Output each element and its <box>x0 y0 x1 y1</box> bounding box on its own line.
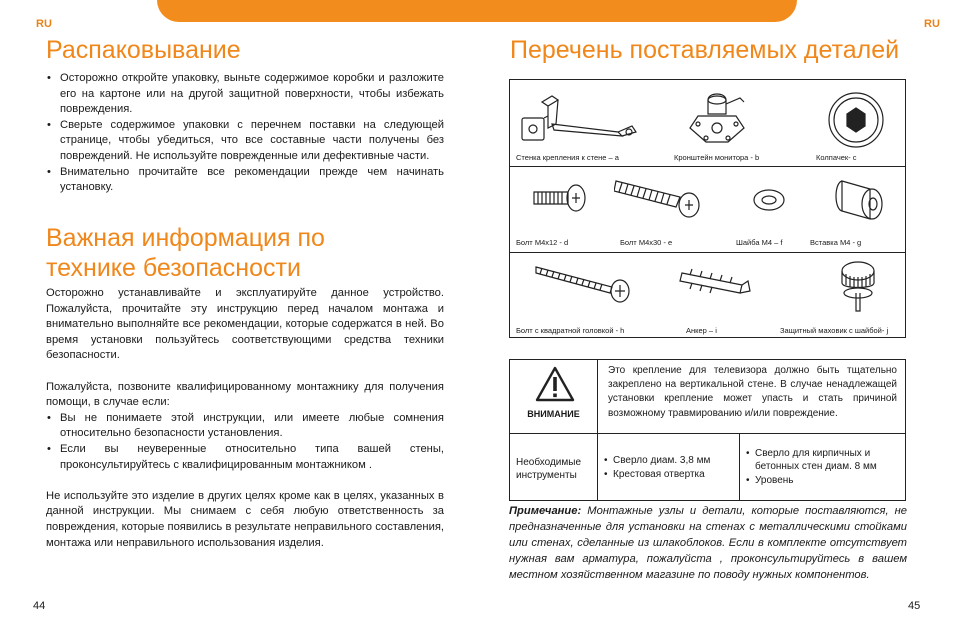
warning-triangle-icon <box>535 366 575 402</box>
list-item: • Внимательно прочитайте все рекомендации прежде чем начинать установку. <box>60 165 444 196</box>
safety-section <box>46 286 444 551</box>
safety-paragraph-1: Осторожно устанавливайте и эксплуатируйте данное устройство. Пожалуйста, прочитайте эту инструкцию перед началом монтажа и внимательно выполняйте все рекомендации, которые содержатся в ней. Во время установки пользуйтесь соответствующими средства техники безопасности. <box>46 287 444 362</box>
list-item: • Если вы неуверенные относительно типа вашей стены, проконсультируйтесь с квалифицированным монтажником . <box>60 442 444 473</box>
list-item: • Вы не понимаете этой инструкции, или имеете любые сомнения относительно безопасности установления. <box>60 411 444 442</box>
unpack-section <box>46 71 444 196</box>
bolt-m4x12-image <box>532 183 588 213</box>
lang-label-left: RU <box>36 18 52 30</box>
part-label: Болт M4x12 - d <box>516 238 569 247</box>
warning-text: Это крепление для телевизора должно быть тщательно закреплено на вертикальной стене. В случае ненадлежащей установки крепление может упасть и стать причиной возможному травмированию и/или повреждение. <box>598 360 905 434</box>
safety-title-line-2: технике безопасности <box>46 254 301 282</box>
note-label: Примечание: <box>509 505 582 517</box>
list-item: • Сверло для кирпичных и бетонных стен диам. 8 мм <box>755 447 899 474</box>
tools-label: Необходимые инструменты <box>510 434 598 500</box>
list-item: • Уровень <box>755 474 899 487</box>
part-label: Вставка M4 - g <box>810 238 862 247</box>
header-tab <box>157 0 797 22</box>
monitor-bracket-image <box>678 88 768 148</box>
washer-image <box>752 187 786 213</box>
safety-list <box>46 411 444 473</box>
parts-row-1 <box>510 80 905 167</box>
list-item: • Осторожно откройте упаковку, выньте содержимое коробки и разложите его на картоне или на другой защитной поверхности, чтобы избежать повреждения. <box>60 71 444 118</box>
list-item: • Крестовая отвертка <box>613 468 739 482</box>
part-label: Кронштейн монитора - b <box>674 153 760 162</box>
part-label: Болт с квадратной головкой - h <box>516 326 625 335</box>
square-bolt-image <box>534 259 634 305</box>
insert-image <box>832 175 886 223</box>
part-label: Шайба M4 – f <box>736 238 783 247</box>
part-label: Анкер – i <box>686 326 717 335</box>
knob-image <box>830 257 886 313</box>
tools-column-1 <box>598 434 740 500</box>
safety-title <box>46 223 325 283</box>
list-item: • Сверло диам. 3,8 мм <box>613 454 739 468</box>
lang-label-right: RU <box>924 18 940 30</box>
page-number-right: 45 <box>908 600 921 612</box>
part-label: Защитный маховик с шайбой- j <box>780 326 889 335</box>
page-number-left: 44 <box>33 600 46 612</box>
safety-paragraph-3: Не используйте это изделие в других целях кроме как в целях, указанных в данной инструкции. Мы снимаем с себя любую ответственность за повреждения, которые появились в результате неправильного составления, монтажа или неправильного использования изделия. <box>46 489 444 549</box>
tools-column-2 <box>740 434 905 500</box>
parts-row-2 <box>510 167 905 253</box>
cap-image <box>826 90 886 150</box>
safety-paragraph-2: Пожалуйста, позвоните квалифицированному монтажнику для получения помощи, в случае если: <box>46 380 444 409</box>
warning-label: ВНИМАНИЕ <box>527 409 580 419</box>
parts-title: Перечень поставляемых деталей <box>510 36 900 64</box>
part-label: Колпачек- c <box>816 153 857 162</box>
wall-plate-image <box>518 88 643 146</box>
unpack-list <box>46 71 444 196</box>
unpack-title: Распаковывание <box>46 36 241 64</box>
list-item: • Сверьте содержимое упаковки с перечнем поставки на следующей странице, чтобы убедиться, что все составные части получены без повреждений. Не используйте поврежденные или дефективные части. <box>60 118 444 165</box>
part-label: Болт M4x30 - e <box>620 238 673 247</box>
note-paragraph <box>509 504 907 584</box>
note-text: Монтажные узлы и детали, которые поставляются, не предназначенные для установки на стенах с металлическими стойками или стенах, сделанные из шлакоблоков. Если в комплекте отсутствует нужная вам арматура, пожалуйста , проконсультируйтесь в вашем местном хозяйственном магазине по поводу нужных компонентов. <box>509 505 907 581</box>
anchor-image <box>678 263 754 297</box>
safety-title-line-1: Важная информация по <box>46 224 325 252</box>
part-label: Стенка крепления к стене – a <box>516 153 619 162</box>
warning-table <box>509 359 906 501</box>
bolt-m4x30-image <box>614 175 704 219</box>
warning-cell <box>510 360 598 434</box>
parts-table <box>509 79 906 338</box>
parts-row-3 <box>510 253 905 339</box>
